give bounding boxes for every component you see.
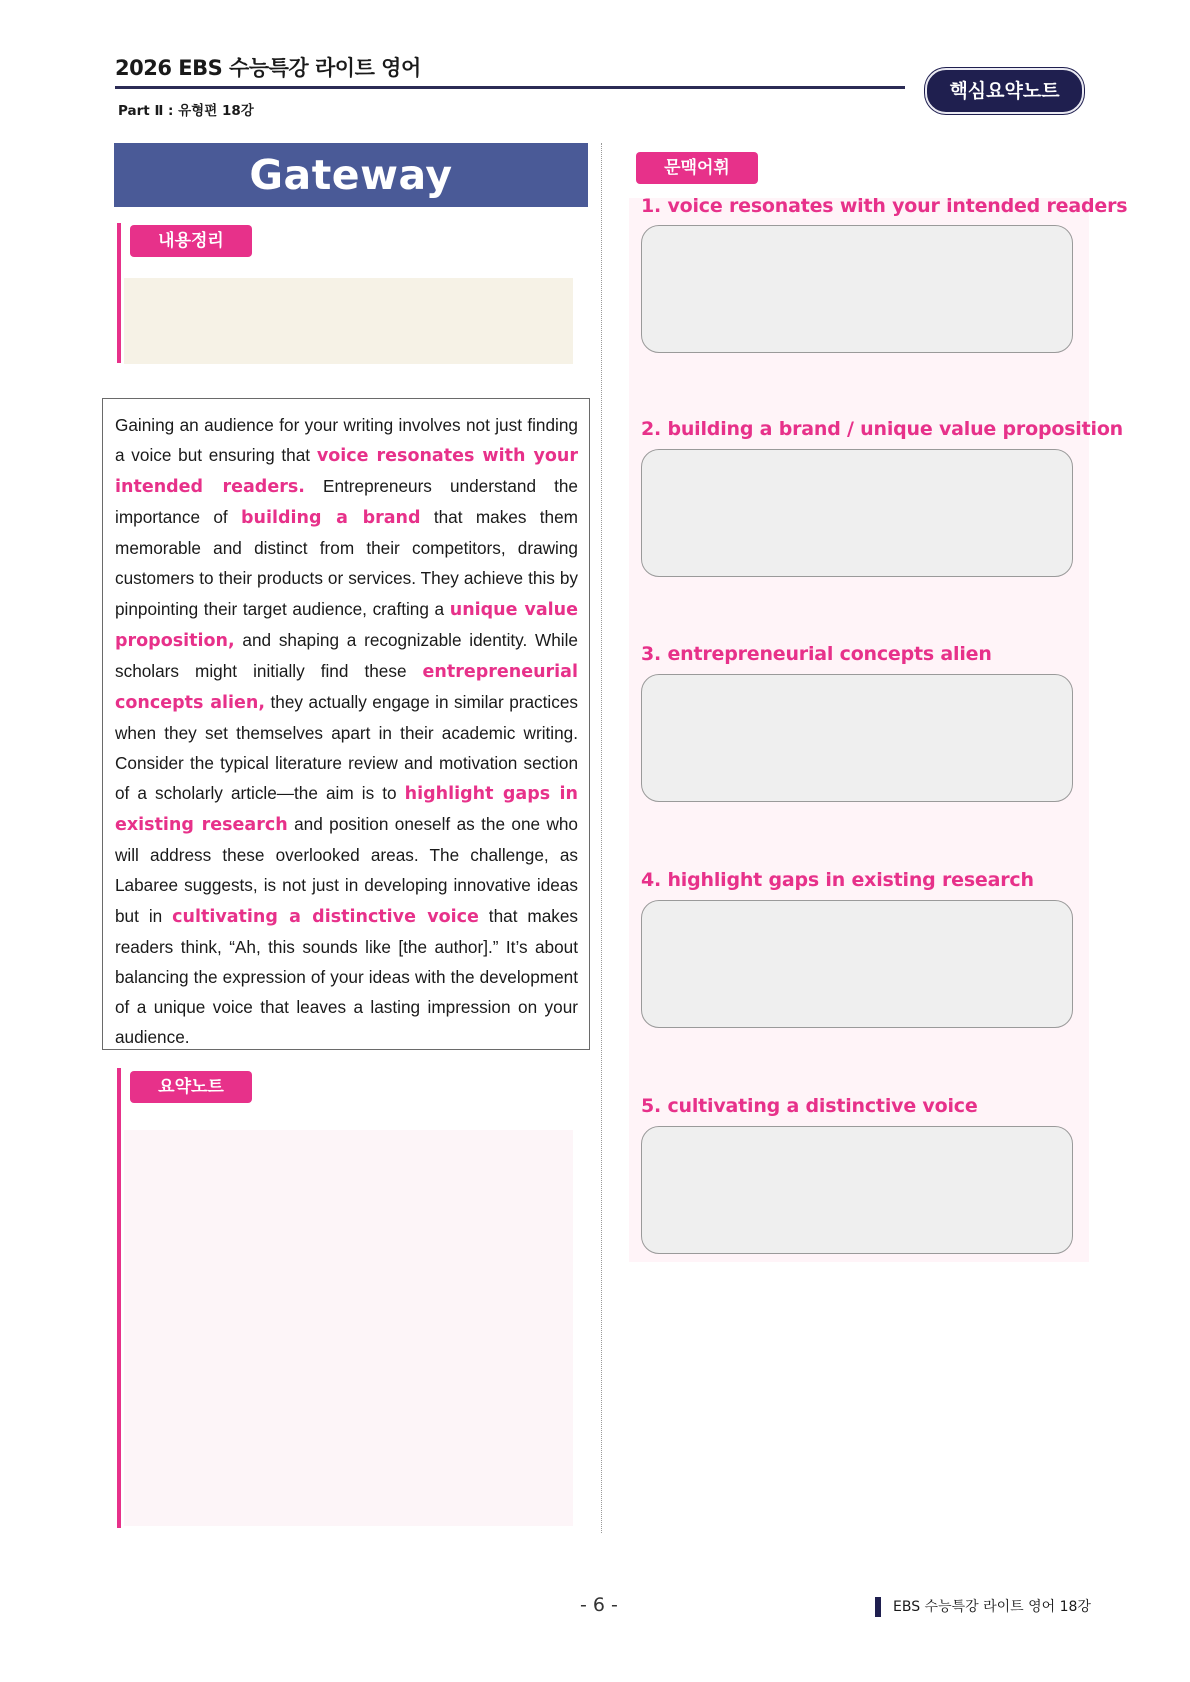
passage-segment: that makes readers think, “Ah, this sounds like [the author].” It’s about balancing the expression of your ideas with the development of a unique voice that leaves a lasting impression on your audience. [115,905,579,1047]
note-tag: 요약노트 [130,1071,252,1103]
summary-accent-bar [117,223,121,363]
vocab-tag: 문맥어휘 [636,152,758,184]
highlight-phrase: entrepreneurial concepts alien, [115,661,578,713]
highlight-phrase: cultivating a distinctive voice [172,906,479,927]
book-title: 2026 EBS 수능특강 라이트 영어 [115,56,421,80]
passage-segment: Entrepreneurs understand the importance of [115,476,578,528]
highlight-phrase: building a brand [241,508,421,529]
part-label: Part Ⅱ : 유형편 18강 [118,103,254,119]
passage-segment: and position oneself as the one who will address these overlooked areas. The challenge, as Labaree suggests, is not just in developing innovative ideas but in [115,814,578,926]
note-accent-bar [117,1068,121,1528]
vocab-answer-box-1[interactable] [641,225,1073,353]
vocab-answer-box-2[interactable] [641,449,1073,577]
passage-segment: that makes them memorable and distinct from their competitors, drawing customers to their products or services. They achieve this by pinpointing their target audience, crafting a [115,507,578,619]
vocab-item-1: 1. voice resonates with your intended readers [641,195,1128,217]
vocab-item-2: 2. building a brand / unique value proposition [641,418,1123,440]
footer-label: EBS 수능특강 라이트 영어 18강 [875,1597,1091,1617]
highlight-phrase: unique value proposition, [115,599,578,651]
passage-box [102,398,590,1050]
summary-note-area[interactable] [124,1130,573,1526]
vocab-item-4: 4. highlight gaps in existing research [641,869,1034,891]
section-badge: 핵심요약노트 [925,68,1084,114]
vocab-answer-box-5[interactable] [641,1126,1073,1254]
highlight-phrase: voice resonates with your intended readers. [115,446,578,498]
passage-text [115,410,578,1052]
header-divider [115,86,905,89]
highlight-phrase: highlight gaps in existing research [115,784,578,836]
gateway-title: Gateway [114,143,588,207]
summary-tag: 내용정리 [130,225,252,257]
page-number: - 6 - [580,1594,618,1616]
passage-segment: they actually engage in similar practices when they set themselves apart in their academic writing. Consider the typical literature review and motivation section of a scholarly article—the aim is to [115,691,578,804]
vocab-answer-box-4[interactable] [641,900,1073,1028]
summary-area[interactable] [124,278,573,364]
passage-segment: Gaining an audience for your writing involves not just finding a voice but ensuring that [115,415,578,466]
vocab-item-5: 5. cultivating a distinctive voice [641,1095,978,1117]
column-divider [601,143,602,1533]
passage-segment: and shaping a recognizable identity. While scholars might initially find these [115,629,578,681]
vocab-item-3: 3. entrepreneurial concepts alien [641,643,992,665]
vocab-answer-box-3[interactable] [641,674,1073,802]
